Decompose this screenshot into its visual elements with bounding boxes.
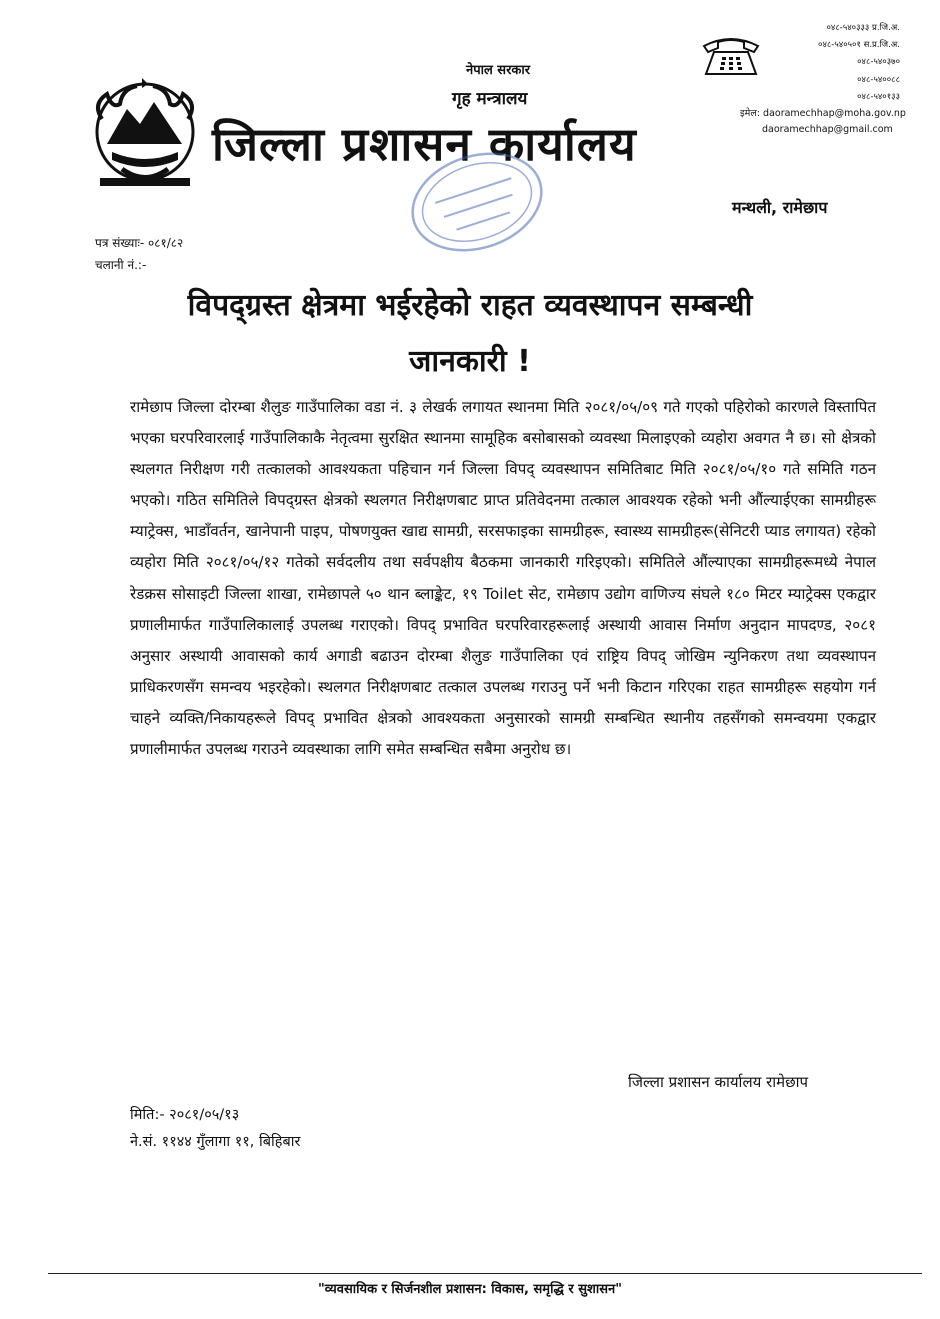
phone-number: ०४८-५४०५०१ स.प्र.जि.अ.: [818, 40, 900, 51]
footer-motto: "व्यवसायिक र सिर्जनशील प्रशासन: विकास, समृद्धि र सुशासन": [318, 1282, 622, 1297]
ministry-label: गृह मन्त्रालय: [452, 89, 528, 109]
subject-line: विपद्ग्रस्त क्षेत्रमा भईरहेको राहत व्यवस्थापन सम्बन्धी: [187, 288, 753, 323]
government-label: नेपाल सरकार: [466, 63, 531, 78]
phone-number: ०४८-५४०३३३ प्र.जि.अ.: [826, 23, 900, 33]
phone-list: [770, 20, 900, 106]
body-paragraph: रामेछाप जिल्ला दोरम्बा शैलुङ गाउँपालिका वडा नं. ३ लेखर्क लगायत स्थानमा मिति २०८१/०५/०९ गते गएको पहिरोको कारणले विस्तापित भएका घरपरिवारलाई गाउँपालिकाकै नेतृत्वमा सुरक्षित स्थानमा सामूहिक बसोबासको व्यवस्था मिलाइएको व्यहोरा अवगत नै छ। सो क्षेत्रको स्थलगत निरीक्षण गरी तत्कालको आवश्यकता पहिचान गर्न जिल्ला विपद् व्यवस्थापन समितिबाट मिति २०८१/०५/१० गते समिति गठन भएको। गठित समितिले विपद्ग्रस्त क्षेत्रको स्थलगत निरीक्षणबाट प्राप्त प्रतिवेदनमा तत्काल आवश्यक रहेको भनी औंल्याईएका सामग्रीहरू म्याट्रेक्स, भाडाँवर्तन, खानेपानी पाइप, पोषणयुक्त खाद्य सामग्री, सरसफाइका सामग्रीहरू, स्वास्थ्य सामग्रीहरू(सेनिटरी प्याड लगायत) रहेको व्यहोरा मिति २०८१/०५/१२ गतेको सर्वदलीय तथा सर्वपक्षीय बैठकमा जानकारी गरिइएको। समितिले औंल्याएका सामग्रीहरूमध्ये नेपाल रेडक्रस सोसाइटी जिल्ला शाखा, रामेछापले ५० थान ब्लाङ्केट, १९ Toilet सेट, रामेछाप उद्योग वाणिज्य संघले १८० मिटर म्याट्रेक्स एकद्वार प्रणालीमार्फत गाउँपालिकालाई उपलब्ध गराएको। विपद् प्रभावित घरपरिवारहरूलाई अस्थायी आवास निर्माण अनुदान मापदण्ड, २०८१ अनुसार अस्थायी आवासको कार्य अगाडी बढाउन दोरम्बा शैलुङ गाउँपालिका एवं राष्ट्रिय विपद् जोखिम न्युनिकरण तथा व्यवस्थापन प्राधिकरणसँग समन्वय भइरहेको। स्थलगत निरीक्षणबाट तत्काल उपलब्ध गराउनु पर्ने भनी किटान गरिएका राहत सामग्रीहरू सहयोग गर्न चाहने व्यक्ति/निकायहरूले विपद् प्रभावित क्षेत्रको आवश्यकता अनुसारको सामग्री सम्बन्धित स्थानीय तहसँगको समन्वयमा एकद्वार प्रणालीमार्फत उपलब्ध गराउने व्यवस्थाका लागि समेत सम्बन्धित सबैमा अनुरोध छ।: [130, 398, 876, 759]
nepal-sambat-date: ने.सं. ११४४ गुँलागा ११, बिहिबार: [130, 1134, 301, 1150]
letter-number: पत्र संख्याः- ०८१/८२: [95, 236, 184, 250]
email-address: daoramechhap@gmail.com: [762, 124, 893, 135]
office-stamp: [405, 150, 550, 255]
letter-body: [130, 392, 876, 765]
phone-number: ०४८-५४०३७०: [857, 57, 900, 68]
phone-number: ०४८-५४०१३३: [857, 91, 900, 102]
signature-office: जिल्ला प्रशासन कार्यालय रामेछाप: [628, 1073, 808, 1091]
footer-divider: [48, 1273, 922, 1274]
email-list: [740, 106, 906, 138]
subject-heading: [100, 278, 840, 390]
dispatch-number: चलानी नं.:-: [95, 258, 147, 272]
date-block: [130, 1102, 300, 1156]
nepal-emblem: [82, 74, 208, 194]
office-location: मन्थली, रामेछाप: [732, 198, 828, 217]
phone-number: ०४८-५४००८८: [857, 74, 900, 85]
email-label: इमेल:: [740, 108, 760, 119]
date-line: मिति:- २०८१/०५/१३: [130, 1107, 240, 1123]
email-address: daoramechhap@moha.gov.np: [763, 108, 906, 119]
telephone-icon: [700, 32, 762, 76]
office-title: जिल्ला प्रशासन कार्यालय: [212, 117, 637, 171]
reference-block: [95, 232, 183, 276]
subject-line: जानकारी !: [409, 344, 531, 379]
